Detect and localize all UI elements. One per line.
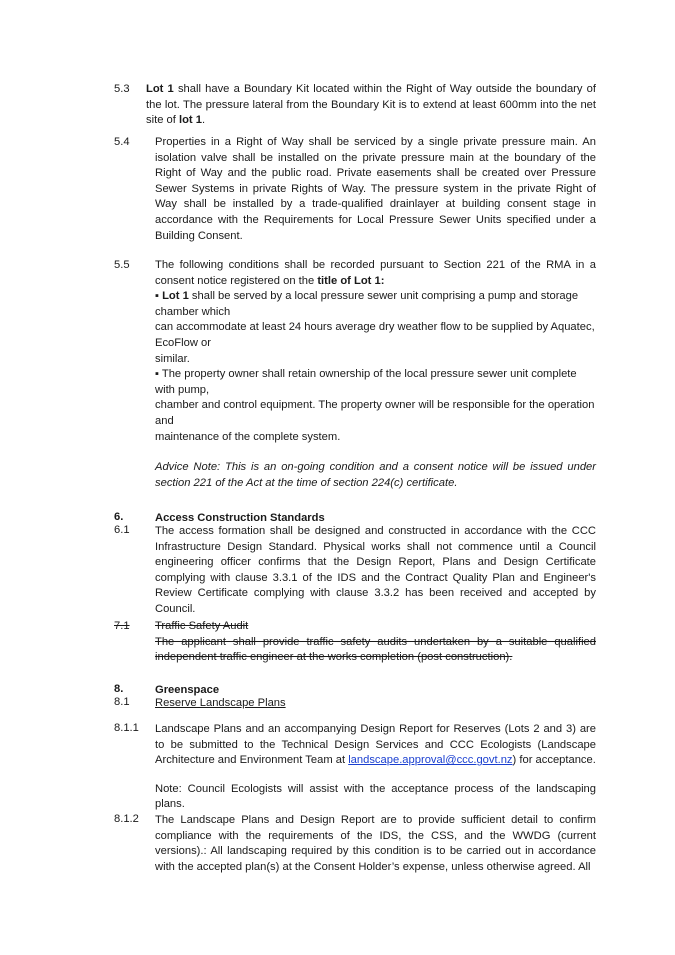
clause-text: The access formation shall be designed and constructed in accordance with the CCC Infrastructure Design Standard. Physical works shall not commence until a Council engineering officer confirms that the Design Report, Plans and Design Certificate complying with clause 3.3.1 of the IDS and the Contract Quality Plan and Engineer's Review Certificate complying with clause 3.3.2 has been received and accepted by Council.: [155, 525, 596, 615]
clause-5-4: [114, 135, 596, 244]
clause-text: The following conditions shall be recorded pursuant to Section 221 of the RMA in a consent notice registered on the title of Lot 1: ▪ Lot 1 shall be served by a local pressure sewer unit comprising a pump and storage chamber which can accommodate at least 24 hours average dry weather flow to be supplied by Aquatec, EcoFlow or similar. ▪ The property owner shall retain ownership of the local pressure sewer unit complete with pump, chamber and control equipment. The property owner will be responsible for the operation and maintenance of the complete system. Advice Note: This is an on-going condition and a consent notice will be issued under section 221 of the Act at the time of section 224(c) certificate.: [155, 258, 596, 491]
clause-7-1: [114, 619, 596, 666]
clause-number: 8.1: [114, 696, 130, 708]
note-text: Note: Council Ecologists will assist with the acceptance process of the landscaping plans.: [155, 782, 596, 811]
section-number: 6.: [114, 511, 124, 523]
clause-text: The Landscape Plans and Design Report are to provide sufficient detail to confirm compliance with the requirements of the IDS, the CSS, and the WWDG (current versions).: All landscaping required by this condition is to be carried out in accordance with the accepted plan(s) at the Consent Holder’s expense, unless otherwise agreed. All: [155, 814, 596, 873]
clause-text: Landscape Plans and an accompanying Design Report for Reserves (Lots 2 and 3) are to be submitted to the Technical Design Services and CCC Ecologists (Landscape Architecture and Environment Team at landscape.approval@ccc.govt.nz) for acceptance.: [155, 723, 596, 767]
section-title: Greenspace: [155, 684, 220, 696]
clause-number: 5.3: [114, 83, 130, 95]
clause-number: 6.1: [114, 524, 130, 536]
clause-8-1-2: [114, 813, 596, 875]
clause-title: Traffic Safety Audit: [155, 620, 249, 632]
clause-text: The applicant shall provide traffic safety audits undertaken by a suitable qualified independent traffic engineer at the works completion (post construction).: [155, 635, 596, 664]
clause-number: 8.1.1: [114, 722, 139, 734]
advice-note: Advice Note: This is an on-going condition and a consent notice will be issued under section 221 of the Act at the time of section 224(c) certificate.: [155, 461, 596, 489]
clause-8-1: [114, 696, 596, 712]
clause-number: 5.4: [114, 136, 130, 148]
clause-5-3: [114, 82, 596, 129]
section-number: 8.: [114, 683, 124, 695]
section-title: Access Construction Standards: [155, 512, 325, 524]
clause-5-5: [114, 258, 596, 491]
clause-number: 7.1: [114, 620, 130, 632]
email-link[interactable]: landscape.approval@ccc.govt.nz: [348, 754, 513, 767]
clause-8-1-1: [114, 722, 596, 813]
clause-number: 8.1.2: [114, 813, 139, 825]
clause-6-1: [114, 524, 596, 618]
lot-ref: Lot 1: [146, 83, 174, 95]
clause-number: 5.5: [114, 259, 130, 271]
lot-ref: lot 1: [178, 114, 202, 127]
clause-text: Properties in a Right of Way shall be serviced by a single private pressure main. An isolation valve shall be installed on the private pressure main at the boundary of the Right of Way and the public road. Private easements shall be created over Pressure Sewer Systems in private Rights of Way. The pressure system in the private Right of Way shall be installed by a trade-qualified drainlayer at building consent stage in accordance with the Requirements for Local Pressure Sewer Units specified under a Building Consent.: [155, 136, 596, 242]
bullet-item: ▪ Lot 1 shall be served by a local pressure sewer unit comprising a pump and storage chamber which: [155, 290, 579, 318]
clause-title: Reserve Landscape Plans: [155, 697, 286, 709]
bullet-item: ▪ The property owner shall retain ownership of the local pressure sewer unit complete with pump,: [155, 368, 577, 396]
clause-text: Lot 1 shall have a Boundary Kit located within the Right of Way outside the boundary of the lot. The pressure lateral from the Boundary Kit is to extend at least 600mm into the net site of lot 1.: [146, 83, 596, 127]
